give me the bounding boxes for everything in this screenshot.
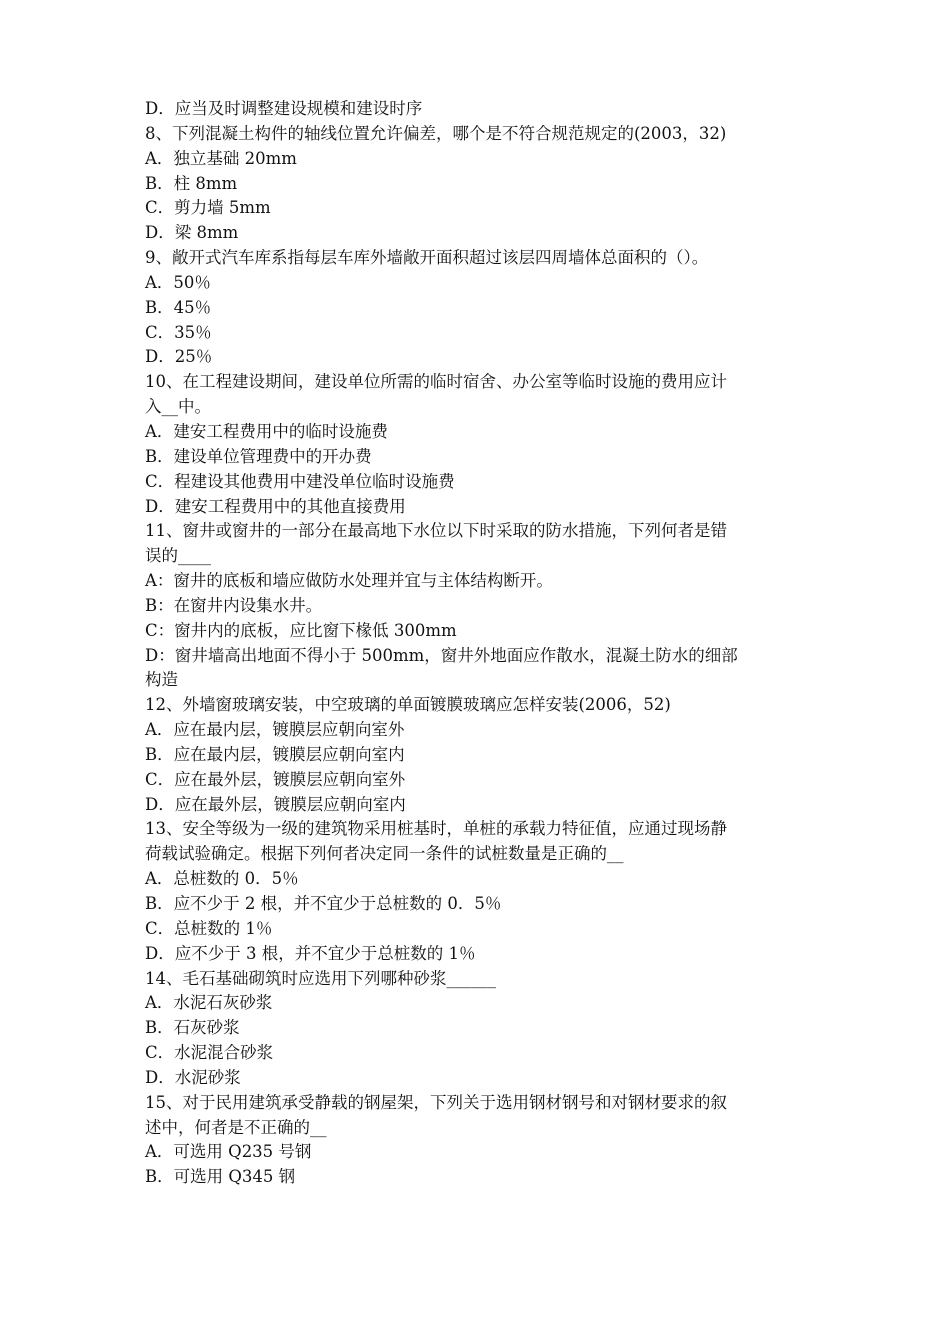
text-line: 9、敞开式汽车库系指每层车库外墙敞开面积超过该层四周墙体总面积的（）。 <box>145 248 709 268</box>
text-line: D．应当及时调整建设规模和建设时序 <box>145 99 423 118</box>
text-line: 14、毛石基础砌筑时应选用下列哪种砂浆______ <box>145 968 496 988</box>
text-line: D．应不少于 3 根，并不宜少于总桩数的 1％ <box>145 943 476 963</box>
text-line: 入__中。 <box>145 397 211 417</box>
text-line: A．水泥石灰砂浆 <box>145 993 273 1013</box>
text-line: C．总桩数的 1％ <box>145 918 273 938</box>
text-line: B：在窗井内设集水井。 <box>145 595 323 615</box>
text-line: D．水泥砂浆 <box>145 1067 241 1087</box>
text-line: C．水泥混合砂浆 <box>145 1043 274 1063</box>
text-line: B．石灰砂浆 <box>145 1018 240 1038</box>
text-line: A．总桩数的 0．5％ <box>145 869 299 889</box>
text-line: C．剪力墙 5mm <box>145 198 271 218</box>
text-line: C．应在最外层，镀膜层应朝向室外 <box>145 769 406 789</box>
text-line: A．可选用 Q235 号钢 <box>145 1142 312 1162</box>
text-line: A．应在最内层，镀膜层应朝向室外 <box>145 720 405 740</box>
text-line: A．50％ <box>145 272 211 292</box>
text-line: D．25％ <box>145 347 213 367</box>
text-line: B．应不少于 2 根，并不宜少于总桩数的 0．5％ <box>145 894 502 913</box>
text-line: A：窗井的底板和墙应做防水处理并宜与主体结构断开。 <box>145 571 553 591</box>
text-line: 构造 <box>145 670 178 690</box>
text-line: 荷载试验确定。根据下列何者决定同一条件的试桩数量是正确的__ <box>145 844 624 864</box>
text-line: B．建设单位管理费中的开办费 <box>145 446 372 466</box>
text-line: 13、安全等级为一级的建筑物采用桩基时，单桩的承载力特征值，应通过现场静 <box>145 819 727 839</box>
text-line: C．程建设其他费用中建没单位临时设施费 <box>145 471 455 491</box>
text-line: B．可选用 Q345 钢 <box>145 1167 296 1187</box>
text-line: B．柱 8mm <box>145 173 238 193</box>
text-line: B．45％ <box>145 297 212 317</box>
text-line: C．35％ <box>145 322 212 342</box>
document-page <box>145 97 815 1190</box>
text-line: 15、对于民用建筑承受静载的钢屋架，下列关于选用钢材钢号和对钢材要求的叙 <box>145 1092 727 1112</box>
text-line: 12、外墙窗玻璃安装，中空玻璃的单面镀膜玻璃应怎样安装(2006，52) <box>145 695 671 715</box>
text-line: B．应在最内层，镀膜层应朝向室内 <box>145 744 405 764</box>
text-line: D．梁 8mm <box>145 223 239 243</box>
text-line: 10、在工程建设期间，建设单位所需的临时宿舍、办公室等临时设施的费用应计 <box>145 372 727 392</box>
text-line: 述中，何者是不正确的__ <box>145 1117 327 1137</box>
text-line: A．建安工程费用中的临时设施费 <box>145 421 388 441</box>
text-line: D．应在最外层，镀膜层应朝向室内 <box>145 794 406 814</box>
text-line: C：窗井内的底板，应比窗下椽低 300mm <box>145 620 457 640</box>
text-line: D：窗井墙高出地面不得小于 500mm，窗井外地面应作散水，混凝土防水的细部 <box>145 645 738 665</box>
text-line: 误的____ <box>145 546 211 566</box>
text-line: 11、窗井或窗井的一部分在最高地下水位以下时采取的防水措施，下列何者是错 <box>145 521 727 541</box>
text-line: 8、下列混凝土构件的轴线位置允许偏差，哪个是不符合规范规定的(2003，32) <box>145 123 727 143</box>
text-line: D．建安工程费用中的其他直接费用 <box>145 496 406 516</box>
text-line: A．独立基础 20mm <box>145 148 297 168</box>
